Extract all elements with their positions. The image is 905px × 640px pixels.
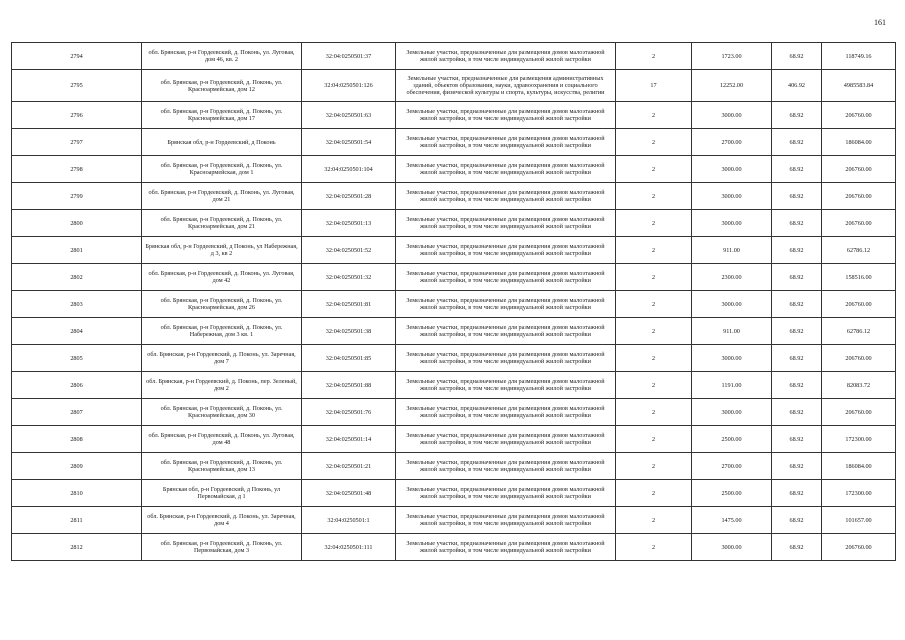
cadastral-value-cell: 158516.00	[822, 264, 896, 291]
specific-value-cell: 68.92	[772, 345, 822, 372]
land-use-cell: Земельные участки, предназначенные для размещения домов малоэтажной жилой застройки, в том числе индивидуальной жилой застройки	[396, 183, 616, 210]
address-cell: обл. Брянская, р-н Гордеевский, д. Поконь, ул. Луговая, дом 48	[142, 426, 302, 453]
use-group-cell: 2	[616, 210, 692, 237]
use-group-cell: 2	[616, 156, 692, 183]
table-row	[12, 426, 896, 453]
specific-value-cell: 68.92	[772, 291, 822, 318]
use-group-cell: 2	[616, 534, 692, 561]
address-cell: обл. Брянская, р-н Гордеевский, д. Поконь, ул. Луговая, дом 46, кв. 2	[142, 43, 302, 70]
cadastral-value-cell: 172300.00	[822, 480, 896, 507]
address-cell: Брянская обл, р-н Гордеевский, д Поконь	[142, 129, 302, 156]
cadastral-number-cell: 32:04:0250501:126	[302, 70, 396, 102]
cadastral-value-cell: 206760.00	[822, 399, 896, 426]
use-group-cell: 2	[616, 237, 692, 264]
table-row	[12, 264, 896, 291]
cadastral-number-cell: 32:04:0250501:38	[302, 318, 396, 345]
cadastral-number-cell: 32:04:0250501:48	[302, 480, 396, 507]
land-use-cell: Земельные участки, предназначенные для размещения домов малоэтажной жилой застройки, в том числе индивидуальной жилой застройки	[396, 426, 616, 453]
area-cell: 3000.00	[692, 399, 772, 426]
cadastral-number-cell: 32:04:0250501:52	[302, 237, 396, 264]
use-group-cell: 2	[616, 183, 692, 210]
cadastral-number-cell: 32:04:0250501:32	[302, 264, 396, 291]
specific-value-cell: 68.92	[772, 43, 822, 70]
table-row	[12, 453, 896, 480]
address-cell: обл. Брянская, р-н Гордеевский, д. Поконь, ул. Красноармейская, дом 21	[142, 210, 302, 237]
table-row	[12, 43, 896, 70]
use-group-cell: 2	[616, 426, 692, 453]
address-cell: обл. Брянская, р-н Гордеевский, д. Поконь, ул. Красноармейская, дом 30	[142, 399, 302, 426]
use-group-cell: 2	[616, 264, 692, 291]
area-cell: 3000.00	[692, 102, 772, 129]
cadastral-number-cell: 32:04:0250501:13	[302, 210, 396, 237]
land-use-cell: Земельные участки, предназначенные для размещения домов малоэтажной жилой застройки, в том числе индивидуальной жилой застройки	[396, 210, 616, 237]
area-cell: 2500.00	[692, 480, 772, 507]
specific-value-cell: 68.92	[772, 237, 822, 264]
cadastral-value-cell: 4985583.84	[822, 70, 896, 102]
use-group-cell: 2	[616, 43, 692, 70]
area-cell: 3000.00	[692, 210, 772, 237]
land-use-cell: Земельные участки, предназначенные для размещения домов малоэтажной жилой застройки, в том числе индивидуальной жилой застройки	[396, 480, 616, 507]
area-cell: 2500.00	[692, 426, 772, 453]
use-group-cell: 2	[616, 345, 692, 372]
row-number: 2799	[12, 183, 142, 210]
specific-value-cell: 68.92	[772, 318, 822, 345]
cadastral-number-cell: 32:04:0250501:104	[302, 156, 396, 183]
table-row	[12, 399, 896, 426]
address-cell: обл. Брянская, р-н Гордеевский, д. Поконь, пер. Зеленый, дом 2	[142, 372, 302, 399]
land-use-cell: Земельные участки, предназначенные для размещения домов малоэтажной жилой застройки, в том числе индивидуальной жилой застройки	[396, 372, 616, 399]
area-cell: 3000.00	[692, 183, 772, 210]
specific-value-cell: 68.92	[772, 210, 822, 237]
area-cell: 1191.00	[692, 372, 772, 399]
row-number: 2804	[12, 318, 142, 345]
table-row	[12, 318, 896, 345]
specific-value-cell: 68.92	[772, 453, 822, 480]
table-row	[12, 345, 896, 372]
address-cell: Брянская обл, р-н Гордеевский, д Поконь, ул Первомайская, д 1	[142, 480, 302, 507]
specific-value-cell: 68.92	[772, 399, 822, 426]
land-use-cell: Земельные участки, предназначенные для размещения домов малоэтажной жилой застройки, в том числе индивидуальной жилой застройки	[396, 264, 616, 291]
cadastral-value-cell: 206760.00	[822, 183, 896, 210]
specific-value-cell: 68.92	[772, 156, 822, 183]
row-number: 2798	[12, 156, 142, 183]
area-cell: 2300.00	[692, 264, 772, 291]
table-row	[12, 70, 896, 102]
row-number: 2797	[12, 129, 142, 156]
cadastral-number-cell: 32:04:0250501:54	[302, 129, 396, 156]
area-cell: 3000.00	[692, 156, 772, 183]
land-use-cell: Земельные участки, предназначенные для размещения домов малоэтажной жилой застройки, в том числе индивидуальной жилой застройки	[396, 453, 616, 480]
cadastral-number-cell: 32:04:0250501:14	[302, 426, 396, 453]
cadastral-number-cell: 32:04:0250501:88	[302, 372, 396, 399]
specific-value-cell: 68.92	[772, 426, 822, 453]
row-number: 2803	[12, 291, 142, 318]
address-cell: обл. Брянская, р-н Гордеевский, д. Поконь, ул. Луговая, дом 21	[142, 183, 302, 210]
table-row	[12, 102, 896, 129]
land-use-cell: Земельные участки, предназначенные для размещения домов малоэтажной жилой застройки, в том числе индивидуальной жилой застройки	[396, 318, 616, 345]
specific-value-cell: 68.92	[772, 102, 822, 129]
row-number: 2811	[12, 507, 142, 534]
address-cell: обл. Брянская, р-н Гордеевский, д. Поконь, ул. Заречная, дом 4	[142, 507, 302, 534]
area-cell: 1475.00	[692, 507, 772, 534]
use-group-cell: 2	[616, 507, 692, 534]
address-cell: обл. Брянская, р-н Гордеевский, д. Поконь, ул. Красноармейская, дом 26	[142, 291, 302, 318]
cadastral-value-cell: 62786.12	[822, 237, 896, 264]
cadastral-value-cell: 186084.00	[822, 129, 896, 156]
row-number: 2805	[12, 345, 142, 372]
cadastral-value-cell: 206760.00	[822, 534, 896, 561]
table-row	[12, 237, 896, 264]
row-number: 2802	[12, 264, 142, 291]
land-use-cell: Земельные участки, предназначенные для размещения домов малоэтажной жилой застройки, в том числе индивидуальной жилой застройки	[396, 291, 616, 318]
cadastral-value-cell: 62786.12	[822, 318, 896, 345]
table-row	[12, 372, 896, 399]
cadastral-value-cell: 206760.00	[822, 291, 896, 318]
land-use-cell: Земельные участки, предназначенные для размещения домов малоэтажной жилой застройки, в том числе индивидуальной жилой застройки	[396, 102, 616, 129]
table-row	[12, 507, 896, 534]
specific-value-cell: 68.92	[772, 264, 822, 291]
area-cell: 3000.00	[692, 291, 772, 318]
use-group-cell: 17	[616, 70, 692, 102]
use-group-cell: 2	[616, 399, 692, 426]
specific-value-cell: 68.92	[772, 534, 822, 561]
use-group-cell: 2	[616, 480, 692, 507]
row-number: 2794	[12, 43, 142, 70]
row-number: 2810	[12, 480, 142, 507]
cadastral-number-cell: 32:04:0250501:81	[302, 291, 396, 318]
table-row	[12, 183, 896, 210]
table-row	[12, 480, 896, 507]
area-cell: 911.00	[692, 237, 772, 264]
cadastral-value-cell: 206760.00	[822, 156, 896, 183]
cadastral-value-cell: 206760.00	[822, 210, 896, 237]
land-use-cell: Земельные участки, предназначенные для размещения домов малоэтажной жилой застройки, в том числе индивидуальной жилой застройки	[396, 129, 616, 156]
land-use-cell: Земельные участки, предназначенные для размещения домов малоэтажной жилой застройки, в том числе индивидуальной жилой застройки	[396, 534, 616, 561]
cadastral-number-cell: 32:04:0250501:76	[302, 399, 396, 426]
area-cell: 1723.00	[692, 43, 772, 70]
cadastral-value-cell: 186084.00	[822, 453, 896, 480]
table-row	[12, 534, 896, 561]
address-cell: обл. Брянская, р-н Гордеевский, д. Поконь, ул. Луговая, дом 42	[142, 264, 302, 291]
land-use-cell: Земельные участки, предназначенные для размещения домов малоэтажной жилой застройки, в том числе индивидуальной жилой застройки	[396, 43, 616, 70]
address-cell: обл. Брянская, р-н Гордеевский, д. Поконь, ул. Красноармейская, дом 12	[142, 70, 302, 102]
area-cell: 2700.00	[692, 453, 772, 480]
area-cell: 2700.00	[692, 129, 772, 156]
page-number: 161	[874, 18, 886, 27]
cadastral-value-cell: 206760.00	[822, 102, 896, 129]
cadastral-number-cell: 32:04:0250501:85	[302, 345, 396, 372]
cadastral-number-cell: 32:04:0250501:1	[302, 507, 396, 534]
land-use-cell: Земельные участки, предназначенные для размещения домов малоэтажной жилой застройки, в том числе индивидуальной жилой застройки	[396, 156, 616, 183]
address-cell: обл. Брянская, р-н Гордеевский, д. Поконь, ул. Первомайская, дом 3	[142, 534, 302, 561]
row-number: 2795	[12, 70, 142, 102]
row-number: 2800	[12, 210, 142, 237]
area-cell: 911.00	[692, 318, 772, 345]
specific-value-cell: 68.92	[772, 480, 822, 507]
row-number: 2796	[12, 102, 142, 129]
row-number: 2809	[12, 453, 142, 480]
address-cell: обл. Брянская, р-н Гордеевский, д. Поконь, ул. Набережная, дом 3 кв. 1	[142, 318, 302, 345]
address-cell: обл. Брянская, р-н Гордеевский, д. Поконь, ул. Красноармейская, дом 17	[142, 102, 302, 129]
cadastral-value-table	[11, 42, 896, 561]
address-cell: Брянская обл, р-н Гордеевский, д Поконь, ул Набережная, д 3, кв 2	[142, 237, 302, 264]
land-use-cell: Земельные участки, предназначенные для размещения домов малоэтажной жилой застройки, в том числе индивидуальной жилой застройки	[396, 399, 616, 426]
use-group-cell: 2	[616, 129, 692, 156]
cadastral-number-cell: 32:04:0250501:63	[302, 102, 396, 129]
cadastral-number-cell: 32:04:0250501:37	[302, 43, 396, 70]
row-number: 2807	[12, 399, 142, 426]
specific-value-cell: 406.92	[772, 70, 822, 102]
address-cell: обл. Брянская, р-н Гордеевский, д. Поконь, ул. Заречная, дом 7	[142, 345, 302, 372]
cadastral-value-cell: 118749.16	[822, 43, 896, 70]
table-row	[12, 129, 896, 156]
use-group-cell: 2	[616, 318, 692, 345]
cadastral-number-cell: 32:04:0250501:28	[302, 183, 396, 210]
use-group-cell: 2	[616, 291, 692, 318]
land-use-cell: Земельные участки, предназначенные для размещения домов малоэтажной жилой застройки, в том числе индивидуальной жилой застройки	[396, 237, 616, 264]
cadastral-value-cell: 206760.00	[822, 345, 896, 372]
specific-value-cell: 68.92	[772, 129, 822, 156]
use-group-cell: 2	[616, 453, 692, 480]
address-cell: обл. Брянская, р-н Гордеевский, д. Поконь, ул. Красноармейская, дом 13	[142, 453, 302, 480]
table-row	[12, 210, 896, 237]
cadastral-value-cell: 101657.00	[822, 507, 896, 534]
cadastral-value-cell: 172300.00	[822, 426, 896, 453]
cadastral-number-cell: 32:04:0250501:21	[302, 453, 396, 480]
row-number: 2812	[12, 534, 142, 561]
specific-value-cell: 68.92	[772, 372, 822, 399]
use-group-cell: 2	[616, 102, 692, 129]
use-group-cell: 2	[616, 372, 692, 399]
table-row	[12, 156, 896, 183]
area-cell: 3000.00	[692, 534, 772, 561]
cadastral-number-cell: 32:04:0250501:111	[302, 534, 396, 561]
land-use-cell: Земельные участки, предназначенные для размещения домов малоэтажной жилой застройки, в том числе индивидуальной жилой застройки	[396, 507, 616, 534]
land-use-cell: Земельные участки, предназначенные для размещения домов малоэтажной жилой застройки, в том числе индивидуальной жилой застройки	[396, 345, 616, 372]
table-row	[12, 291, 896, 318]
specific-value-cell: 68.92	[772, 183, 822, 210]
cadastral-value-cell: 82083.72	[822, 372, 896, 399]
specific-value-cell: 68.92	[772, 507, 822, 534]
address-cell: обл. Брянская, р-н Гордеевский, д. Поконь, ул. Красноармейская, дом 1	[142, 156, 302, 183]
row-number: 2808	[12, 426, 142, 453]
area-cell: 3000.00	[692, 345, 772, 372]
row-number: 2806	[12, 372, 142, 399]
row-number: 2801	[12, 237, 142, 264]
land-use-cell: Земельные участки, предназначенные для размещения административных зданий, объектов образования, науки, здравоохранения и социального обеспечения, физической культуры и спорта, культуры, искусства, религии	[396, 70, 616, 102]
area-cell: 12252.00	[692, 70, 772, 102]
